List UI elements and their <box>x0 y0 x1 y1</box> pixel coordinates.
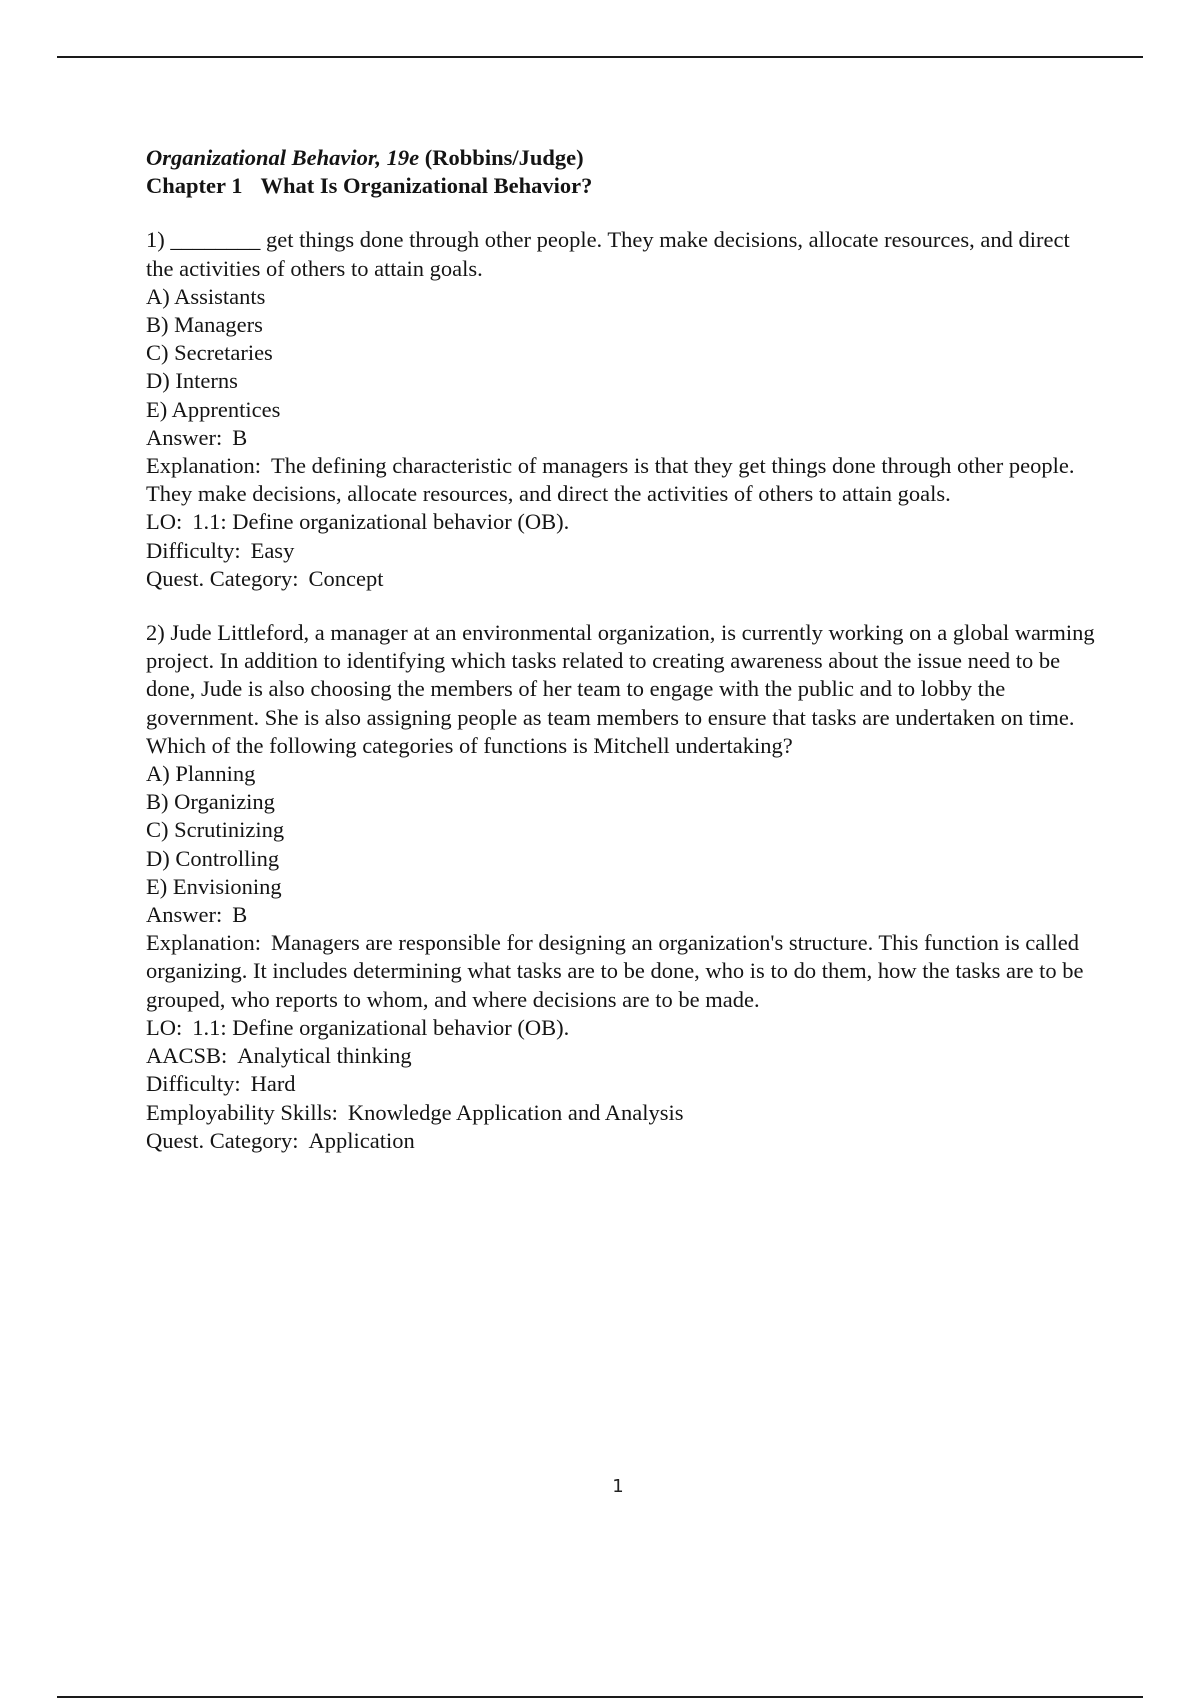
question-2-option-b: B) Organizing <box>146 789 275 815</box>
explanation-label: Explanation: <box>146 930 261 956</box>
question-1-blank: ________ <box>170 227 261 253</box>
category-label: Quest. Category: <box>146 1127 299 1153</box>
top-rule <box>57 56 1143 58</box>
question-2-option-d: D) Controlling <box>146 845 280 871</box>
question-1-lo <box>146 508 1096 536</box>
question-2-text: Jude Littleford, a manager at an environmental organization, is currently working on a global warming project. In addition to identifying which tasks related to creating awareness about the issue need to be done, Jude is also choosing the members of her team to engage with the public and to lobby the government. She is also assigning people as team members to ensure that tasks are undertaken on time. Which of the following categories of functions is Mitchell undertaking? <box>146 620 1095 758</box>
question-2-difficulty <box>146 1070 1096 1098</box>
document-body <box>146 144 1096 1155</box>
question-2-skills <box>146 1099 1096 1127</box>
question-2-option-c: C) Scrutinizing <box>146 817 285 843</box>
answer-label: Answer: <box>146 424 223 450</box>
question-2-aacsb <box>146 1042 1096 1070</box>
chapter-title: What Is Organizational Behavior? <box>260 173 593 199</box>
question-1-option-d: D) Interns <box>146 368 238 394</box>
lo-value: 1.1: Define organizational behavior (OB). <box>192 1014 570 1040</box>
question-1-option-a: A) Assistants <box>146 283 266 309</box>
book-title-line <box>146 144 1096 172</box>
difficulty-label: Difficulty: <box>146 1071 241 1097</box>
question-1-number: 1) <box>146 227 165 253</box>
answer-value: B <box>232 424 248 450</box>
explanation-text: Managers are responsible for designing an organization's structure. This function is called organizing. It includes determining what tasks are to be done, who is to do them, how the tasks are to be grouped, who reports to whom, and where decisions are to be made. <box>146 930 1084 1012</box>
skills-label: Employability Skills: <box>146 1099 338 1125</box>
lo-label: LO: <box>146 509 183 535</box>
question-1-option-e: E) Apprentices <box>146 396 281 422</box>
book-authors: (Robbins/Judge) <box>424 145 584 170</box>
question-1-difficulty <box>146 537 1096 565</box>
question-1 <box>146 226 1096 593</box>
explanation-label: Explanation: <box>146 453 261 479</box>
category-value: Concept <box>308 565 384 591</box>
skills-value: Knowledge Application and Analysis <box>347 1099 684 1125</box>
category-value: Application <box>308 1127 415 1153</box>
answer-label: Answer: <box>146 902 223 928</box>
book-title: Organizational Behavior, 19e <box>146 145 420 170</box>
aacsb-label: AACSB: <box>146 1043 228 1069</box>
question-1-stem <box>146 226 1096 282</box>
difficulty-value: Hard <box>250 1071 296 1097</box>
question-2-answer <box>146 901 1096 929</box>
question-2-stem <box>146 619 1096 760</box>
question-1-option-c: C) Secretaries <box>146 340 273 366</box>
question-1-category <box>146 565 1096 593</box>
page-number: 1 <box>612 1476 624 1497</box>
question-2-category <box>146 1127 1096 1155</box>
chapter-heading <box>146 172 1096 200</box>
question-2-explanation <box>146 929 1096 1014</box>
question-2-lo <box>146 1014 1096 1042</box>
answer-value: B <box>232 902 248 928</box>
question-2-option-e: E) Envisioning <box>146 873 282 899</box>
question-1-answer <box>146 424 1096 452</box>
chapter-number: Chapter 1 <box>146 173 243 199</box>
question-1-option-b: B) Managers <box>146 312 263 338</box>
difficulty-value: Easy <box>250 537 295 563</box>
question-2-option-a: A) Planning <box>146 761 256 787</box>
explanation-text: The defining characteristic of managers is that they get things done through other people. They make decisions, allocate resources, and direct the activities of others to attain goals. <box>146 453 1075 507</box>
lo-label: LO: <box>146 1014 183 1040</box>
category-label: Quest. Category: <box>146 565 299 591</box>
lo-value: 1.1: Define organizational behavior (OB). <box>192 509 570 535</box>
question-2-number: 2) <box>146 620 165 646</box>
question-2 <box>146 619 1096 1155</box>
difficulty-label: Difficulty: <box>146 537 241 563</box>
question-1-text: get things done through other people. They make decisions, allocate resources, and direct the activities of others to attain goals. <box>146 227 1070 281</box>
question-1-explanation <box>146 452 1096 508</box>
aacsb-value: Analytical thinking <box>237 1043 412 1069</box>
bottom-rule <box>57 1696 1143 1698</box>
